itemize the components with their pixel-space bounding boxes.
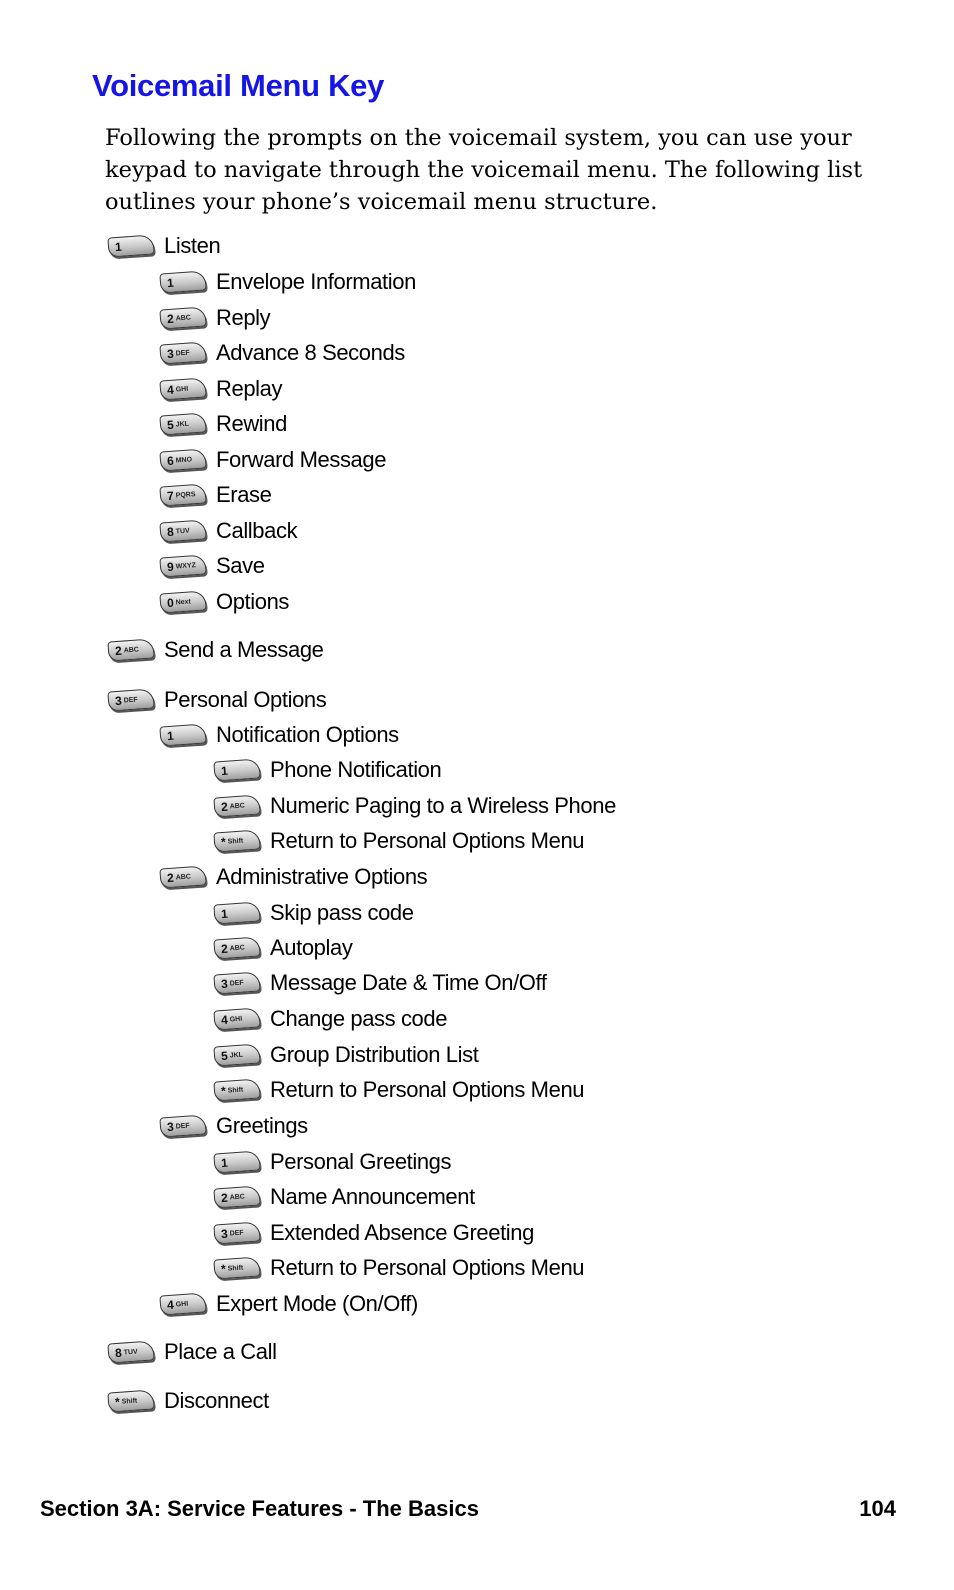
key-number: 2	[114, 643, 123, 659]
keypad-key-icon	[213, 1078, 260, 1101]
key-letters: GHI	[175, 385, 189, 394]
menu-item-label: Name Announcement	[270, 1184, 475, 1209]
keypad-key-icon	[159, 865, 206, 888]
keypad-key-icon	[213, 1185, 260, 1208]
menu-item-label: Erase	[216, 482, 272, 507]
menu-item	[214, 1004, 447, 1034]
key-number: 1	[166, 728, 175, 744]
menu-item-label: Numeric Paging to a Wireless Phone	[270, 793, 616, 818]
key-letters: Next	[175, 597, 192, 607]
menu-item-label: Administrative Options	[216, 864, 428, 889]
page-title: Voicemail Menu Key	[92, 68, 385, 103]
menu-item	[214, 1218, 534, 1248]
menu-item-label: Expert Mode (On/Off)	[216, 1291, 418, 1316]
menu-item-label: Message Date & Time On/Off	[270, 970, 547, 995]
menu-item	[108, 1337, 277, 1367]
key-letters: WXYZ	[175, 561, 197, 571]
menu-item-label: Group Distribution List	[270, 1042, 479, 1067]
keypad-key-icon	[107, 1389, 154, 1412]
key-letters: DEF	[123, 696, 138, 705]
menu-item	[160, 1289, 418, 1319]
menu-item	[160, 1111, 308, 1141]
key-number: 8	[166, 524, 175, 540]
menu-item	[160, 303, 270, 333]
menu-item	[214, 791, 616, 821]
menu-item-label: Place a Call	[164, 1339, 277, 1364]
menu-item-label: Skip pass code	[270, 900, 414, 925]
menu-item	[160, 267, 416, 297]
menu-item-label: Personal Options	[164, 687, 327, 712]
menu-item-label: Advance 8 Seconds	[216, 340, 405, 365]
key-number: 5	[220, 1048, 229, 1064]
keypad-key-icon	[107, 1340, 154, 1363]
keypad-key-icon	[107, 688, 154, 711]
menu-item	[214, 1253, 584, 1283]
key-number: *	[220, 834, 227, 850]
key-letters: PQRS	[175, 490, 196, 500]
keypad-key-icon	[159, 1114, 206, 1137]
key-letters: TUV	[175, 527, 190, 536]
menu-item	[160, 516, 297, 546]
menu-item	[108, 231, 220, 261]
key-letters: DEF	[175, 1122, 190, 1131]
keypad-key-icon	[107, 234, 154, 257]
menu-item	[108, 1386, 269, 1416]
menu-item-label: Phone Notification	[270, 757, 442, 782]
keypad-key-icon	[213, 1043, 260, 1066]
keypad-key-icon	[213, 1007, 260, 1030]
menu-item	[108, 635, 324, 665]
menu-item	[160, 480, 271, 510]
key-number: 2	[220, 799, 229, 815]
key-number: 4	[166, 382, 175, 398]
key-number: 4	[166, 1297, 175, 1313]
menu-item	[214, 826, 584, 856]
menu-item-label: Personal Greetings	[270, 1149, 452, 1174]
keypad-key-icon	[213, 901, 260, 924]
key-number: 3	[114, 693, 123, 709]
keypad-key-icon	[159, 483, 206, 506]
key-letters: ABC	[175, 313, 192, 323]
keypad-key-icon	[159, 519, 206, 542]
keypad-key-icon	[213, 829, 260, 852]
menu-item	[160, 445, 386, 475]
intro-paragraph: Following the prompts on the voicemail system, you can use your keypad to navigate through the voicemail menu. The following list outlines your phone’s voicemail menu structure.	[105, 125, 863, 215]
key-letters: GHI	[175, 1300, 189, 1309]
keypad-key-icon	[213, 1256, 260, 1279]
key-letters: ABC	[229, 801, 246, 811]
key-number: 7	[166, 488, 175, 504]
key-number: 9	[166, 559, 175, 575]
page-footer	[40, 1496, 896, 1522]
keypad-key-icon	[159, 270, 206, 293]
key-number: 1	[220, 1155, 229, 1171]
menu-item	[108, 685, 326, 715]
menu-item	[214, 1075, 584, 1105]
key-letters: TUV	[123, 1348, 138, 1357]
menu-item-label: Send a Message	[164, 637, 324, 662]
keypad-key-icon	[213, 758, 260, 781]
key-letters: GHI	[229, 1015, 243, 1024]
key-number: *	[220, 1083, 227, 1099]
menu-item	[160, 409, 287, 439]
key-letters: JKL	[229, 1051, 244, 1060]
menu-item-label: Return to Personal Options Menu	[270, 828, 585, 853]
menu-item-label: Disconnect	[164, 1388, 269, 1413]
key-number: 0	[166, 595, 175, 611]
keypad-key-icon	[213, 1150, 260, 1173]
keypad-key-icon	[159, 723, 206, 746]
key-number: 6	[166, 453, 175, 469]
menu-item-label: Greetings	[216, 1113, 308, 1138]
key-number: 2	[166, 870, 175, 886]
menu-item-label: Forward Message	[216, 447, 387, 472]
keypad-key-icon	[159, 590, 206, 613]
menu-item-label: Replay	[216, 376, 283, 401]
key-letters: MNO	[175, 455, 193, 465]
menu-item-label: Callback	[216, 518, 298, 543]
menu-item-label: Return to Personal Options Menu	[270, 1255, 585, 1280]
menu-item-label: Rewind	[216, 411, 287, 436]
keypad-key-icon	[159, 412, 206, 435]
menu-item	[214, 933, 352, 963]
key-number: 2	[220, 941, 229, 957]
keypad-key-icon	[213, 794, 260, 817]
key-letters: Shift	[227, 1086, 244, 1095]
keypad-key-icon	[213, 1221, 260, 1244]
keypad-key-icon	[159, 1292, 206, 1315]
menu-item-label: Change pass code	[270, 1006, 448, 1031]
key-number: 1	[220, 763, 229, 779]
keypad-key-icon	[159, 341, 206, 364]
menu-item	[160, 551, 265, 581]
menu-item	[160, 862, 427, 892]
key-number: 3	[220, 976, 229, 992]
menu-item	[214, 898, 414, 928]
keypad-key-icon	[213, 936, 260, 959]
menu-item-label: Extended Absence Greeting	[270, 1220, 534, 1245]
keypad-key-icon	[159, 448, 206, 471]
footer-page-number: 104	[859, 1496, 896, 1521]
key-number: 2	[166, 311, 175, 327]
key-number: 2	[220, 1190, 229, 1206]
key-letters: Shift	[227, 837, 244, 846]
menu-item	[214, 968, 547, 998]
menu-item-label: Reply	[216, 305, 271, 330]
key-number: 3	[166, 1119, 175, 1135]
menu-item-label: Return to Personal Options Menu	[270, 1077, 585, 1102]
keypad-key-icon	[159, 306, 206, 329]
key-letters: JKL	[175, 420, 190, 429]
key-number: 8	[114, 1345, 123, 1361]
menu-item	[214, 1040, 478, 1070]
key-letters: Shift	[121, 1397, 138, 1406]
key-number: *	[220, 1261, 227, 1277]
key-number: 1	[166, 275, 175, 291]
key-letters: ABC	[229, 943, 246, 953]
menu-item	[160, 374, 282, 404]
menu-item-label: Options	[216, 589, 290, 614]
menu-item	[160, 338, 405, 368]
key-number: 4	[220, 1012, 229, 1028]
menu-item-label: Notification Options	[216, 722, 399, 747]
key-letters: Shift	[227, 1264, 244, 1273]
key-letters: DEF	[229, 1229, 244, 1238]
menu-item-label: Listen	[164, 233, 221, 258]
menu-item	[214, 755, 441, 785]
menu-item	[160, 720, 399, 750]
menu-item	[214, 1147, 451, 1177]
key-number: 1	[220, 906, 229, 922]
menu-item-label: Save	[216, 553, 265, 578]
key-letters: DEF	[229, 979, 244, 988]
key-letters: ABC	[229, 1192, 246, 1202]
key-letters: ABC	[175, 872, 192, 882]
menu-item-label: Autoplay	[270, 935, 353, 960]
key-letters: DEF	[175, 349, 190, 358]
key-number: 5	[166, 417, 175, 433]
menu-item-label: Envelope Information	[216, 269, 416, 294]
keypad-key-icon	[159, 377, 206, 400]
footer-section-title: Section 3A: Service Features - The Basics	[40, 1496, 479, 1521]
keypad-key-icon	[213, 971, 260, 994]
key-number: 3	[166, 346, 175, 362]
key-number: *	[114, 1394, 121, 1410]
menu-item	[214, 1182, 475, 1212]
key-letters: ABC	[123, 645, 140, 655]
keypad-key-icon	[159, 554, 206, 577]
key-number: 3	[220, 1226, 229, 1242]
key-number: 1	[114, 239, 123, 255]
keypad-key-icon	[107, 638, 154, 661]
menu-item	[160, 587, 289, 617]
